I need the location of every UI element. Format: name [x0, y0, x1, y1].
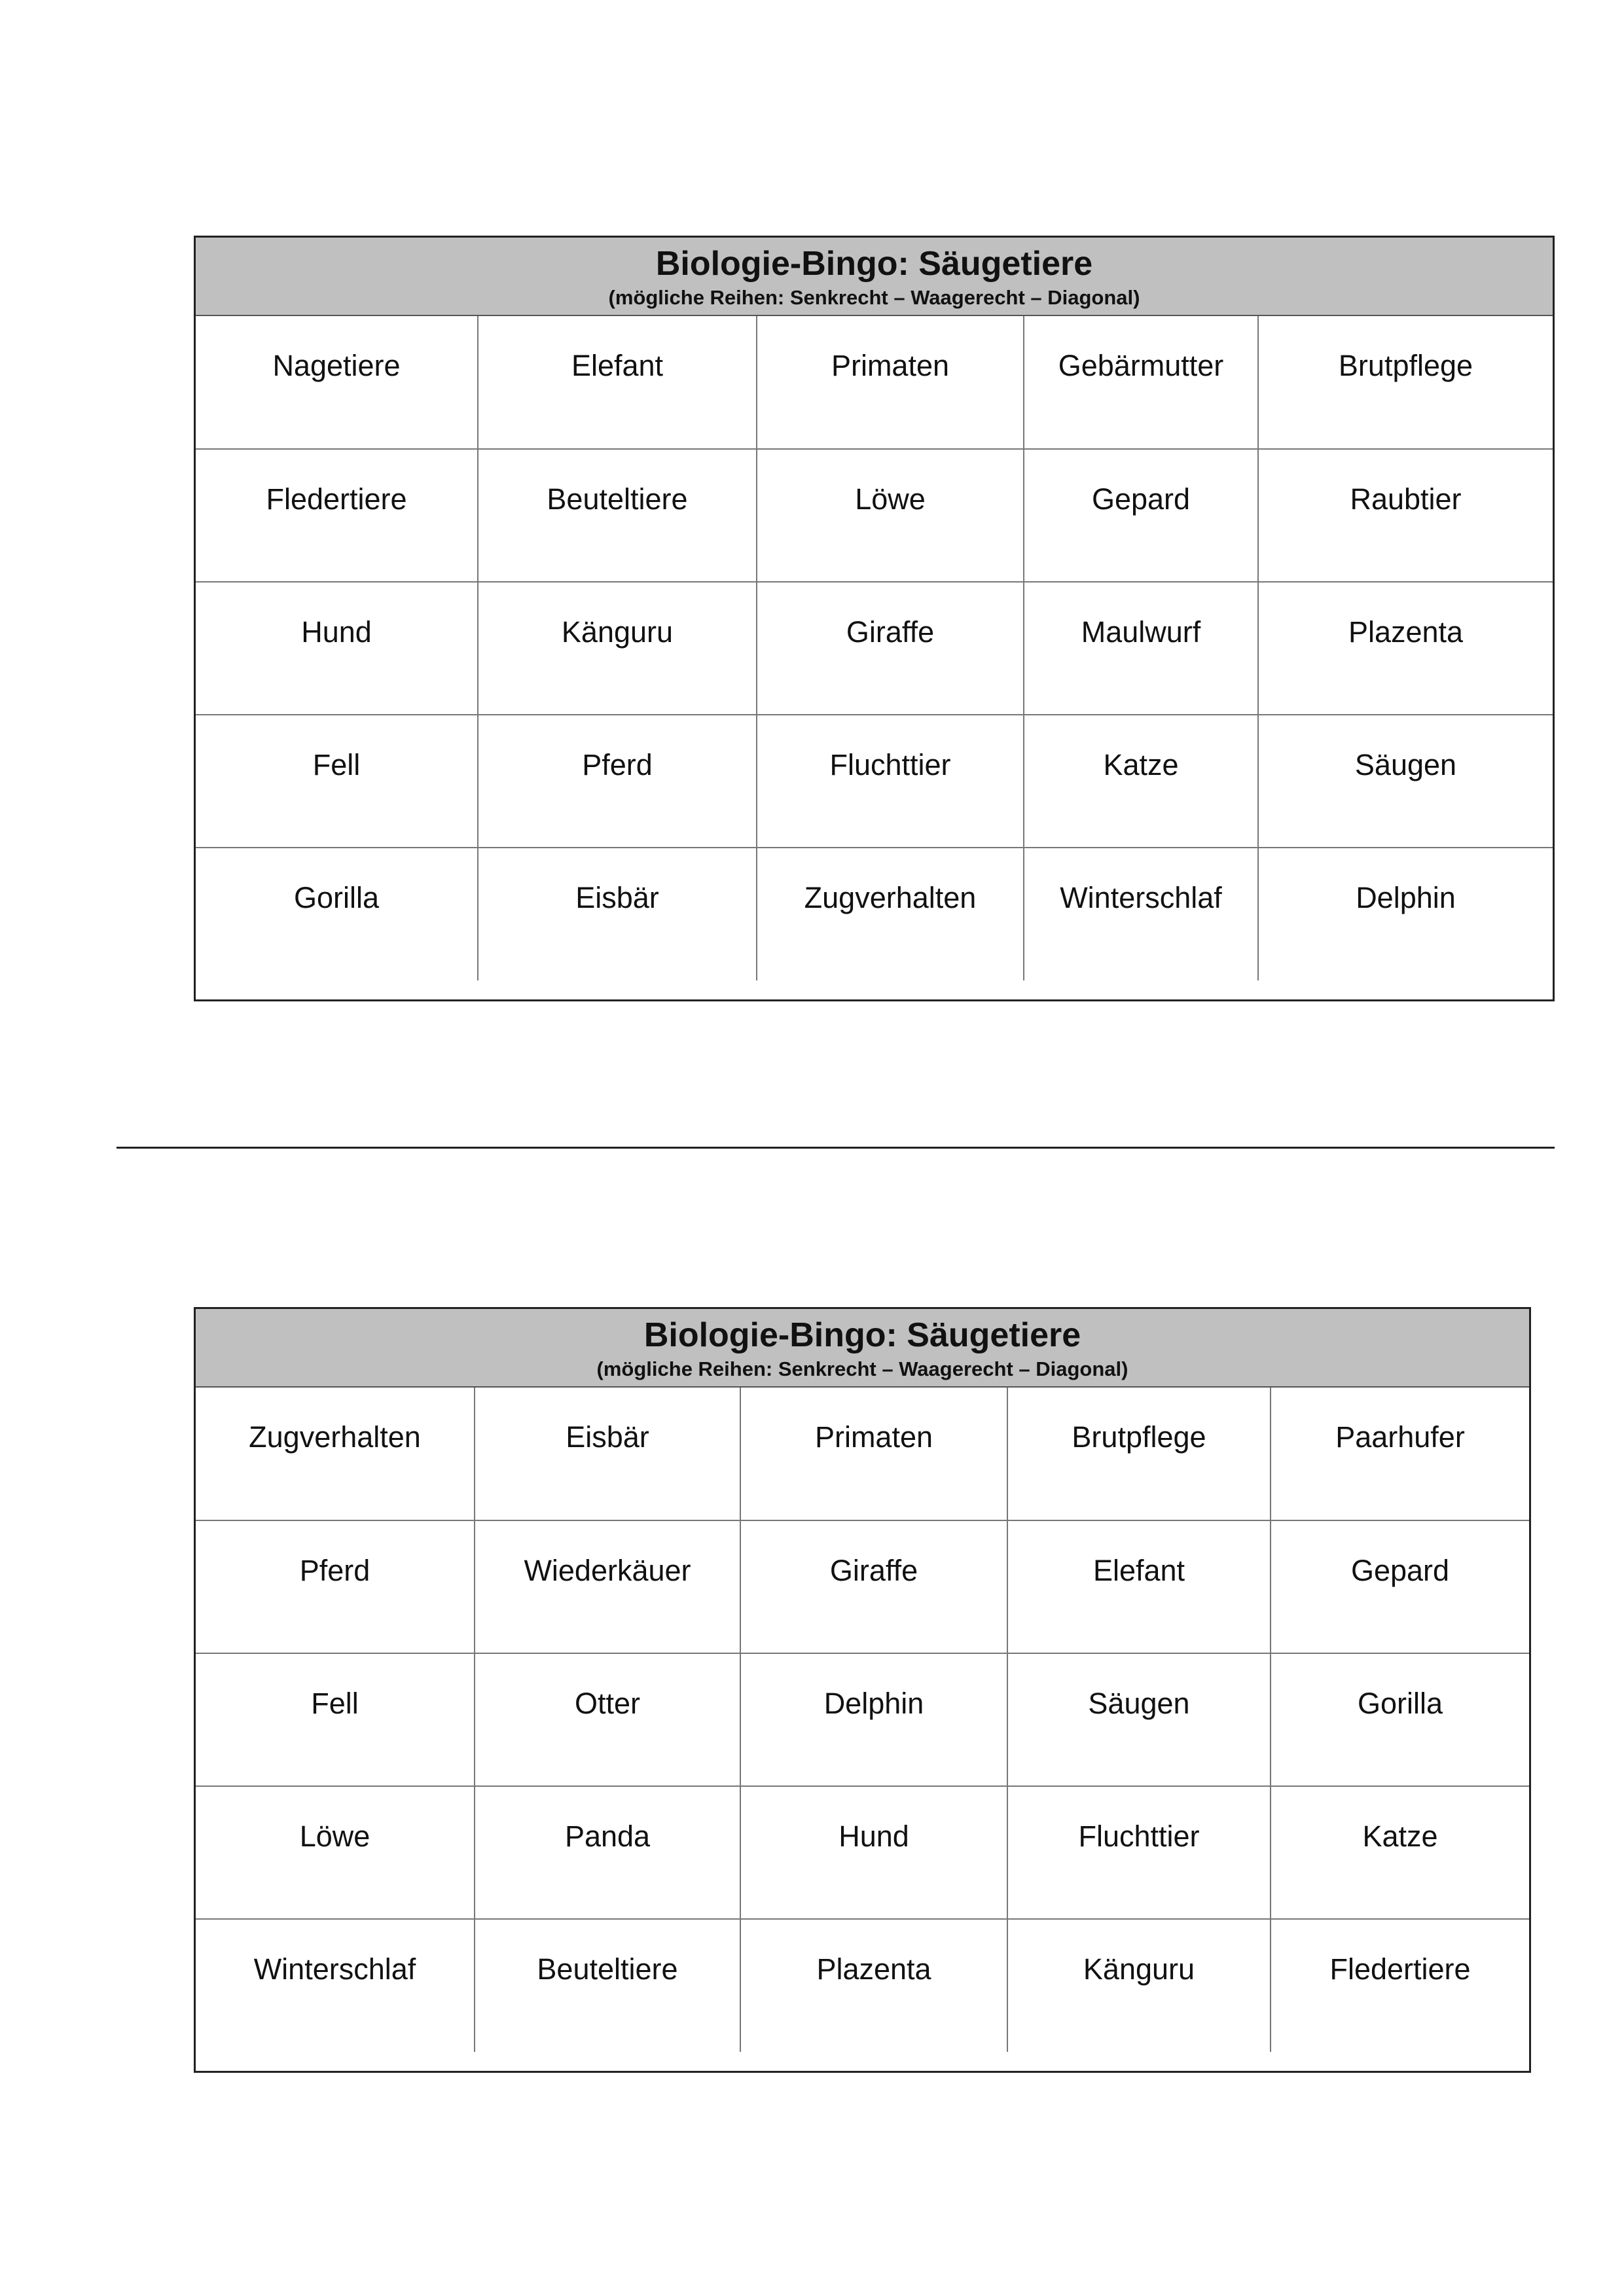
bingo-row [196, 449, 1553, 582]
bingo-row [196, 582, 1553, 715]
bingo-cell: Zugverhalten [196, 1388, 475, 1520]
bingo-cell: Gepard [1024, 449, 1258, 582]
bingo-cell: Känguru [478, 582, 757, 715]
bingo-cell: Fell [196, 715, 478, 848]
bingo-cell: Katze [1024, 715, 1258, 848]
bingo-cell: Säugen [1007, 1653, 1271, 1786]
bingo-cell: Brutpflege [1258, 316, 1553, 449]
bingo-card-1 [194, 236, 1555, 1001]
bingo-card-header [196, 1309, 1529, 1388]
bingo-card-header [196, 238, 1553, 316]
bingo-cell: Elefant [1007, 1520, 1271, 1653]
bingo-row [196, 1653, 1529, 1786]
bingo-row [196, 1919, 1529, 2052]
bingo-cell: Katze [1271, 1786, 1529, 1919]
bingo-cell: Känguru [1007, 1919, 1271, 2052]
bingo-cell: Primaten [757, 316, 1024, 449]
bingo-cell: Maulwurf [1024, 582, 1258, 715]
bingo-cell: Winterschlaf [196, 1919, 475, 2052]
bingo-cell: Pferd [196, 1520, 475, 1653]
bingo-cell: Pferd [478, 715, 757, 848]
bingo-cell: Hund [196, 582, 478, 715]
bingo-cell: Giraffe [740, 1520, 1007, 1653]
bingo-cell: Delphin [1258, 848, 1553, 980]
bingo-cell: Löwe [196, 1786, 475, 1919]
bingo-row [196, 848, 1553, 980]
bingo-cell: Wiederkäuer [475, 1520, 740, 1653]
bingo-card-subtitle: (mögliche Reihen: Senkrecht – Waagerecht – Diagonal) [608, 286, 1140, 309]
bingo-cell: Gorilla [1271, 1653, 1529, 1786]
bingo-card-title: Biologie-Bingo: Säugetiere [655, 245, 1093, 283]
bingo-cell: Primaten [740, 1388, 1007, 1520]
bingo-cell: Plazenta [1258, 582, 1553, 715]
bingo-row [196, 1388, 1529, 1520]
bingo-card-2 [194, 1307, 1531, 2073]
bingo-cell: Fluchttier [757, 715, 1024, 848]
bingo-cell: Fell [196, 1653, 475, 1786]
bingo-row [196, 316, 1553, 449]
bingo-cell: Fledertiere [1271, 1919, 1529, 2052]
bingo-cell: Plazenta [740, 1919, 1007, 2052]
bingo-row [196, 715, 1553, 848]
bingo-cell: Fluchttier [1007, 1786, 1271, 1919]
bingo-cell: Winterschlaf [1024, 848, 1258, 980]
bingo-cell: Hund [740, 1786, 1007, 1919]
bingo-cell: Zugverhalten [757, 848, 1024, 980]
bingo-cell: Säugen [1258, 715, 1553, 848]
bingo-card-title: Biologie-Bingo: Säugetiere [643, 1316, 1081, 1354]
bingo-card-subtitle: (mögliche Reihen: Senkrecht – Waagerecht – Diagonal) [596, 1357, 1128, 1380]
bingo-cell: Giraffe [757, 582, 1024, 715]
bingo-cell: Eisbär [475, 1388, 740, 1520]
bingo-cell: Otter [475, 1653, 740, 1786]
bingo-grid [196, 316, 1553, 980]
bingo-cell: Panda [475, 1786, 740, 1919]
bingo-row [196, 1520, 1529, 1653]
bingo-cell: Paarhufer [1271, 1388, 1529, 1520]
bingo-cell: Löwe [757, 449, 1024, 582]
bingo-cell: Elefant [478, 316, 757, 449]
bingo-cell: Nagetiere [196, 316, 478, 449]
bingo-cell: Eisbär [478, 848, 757, 980]
cut-line-divider [117, 1147, 1555, 1149]
bingo-cell: Raubtier [1258, 449, 1553, 582]
bingo-row [196, 1786, 1529, 1919]
bingo-cell: Beuteltiere [475, 1919, 740, 2052]
bingo-cell: Gebärmutter [1024, 316, 1258, 449]
bingo-grid [196, 1388, 1529, 2052]
bingo-cell: Fledertiere [196, 449, 478, 582]
bingo-cell: Gorilla [196, 848, 478, 980]
bingo-cell: Delphin [740, 1653, 1007, 1786]
bingo-cell: Beuteltiere [478, 449, 757, 582]
bingo-cell: Gepard [1271, 1520, 1529, 1653]
bingo-cell: Brutpflege [1007, 1388, 1271, 1520]
